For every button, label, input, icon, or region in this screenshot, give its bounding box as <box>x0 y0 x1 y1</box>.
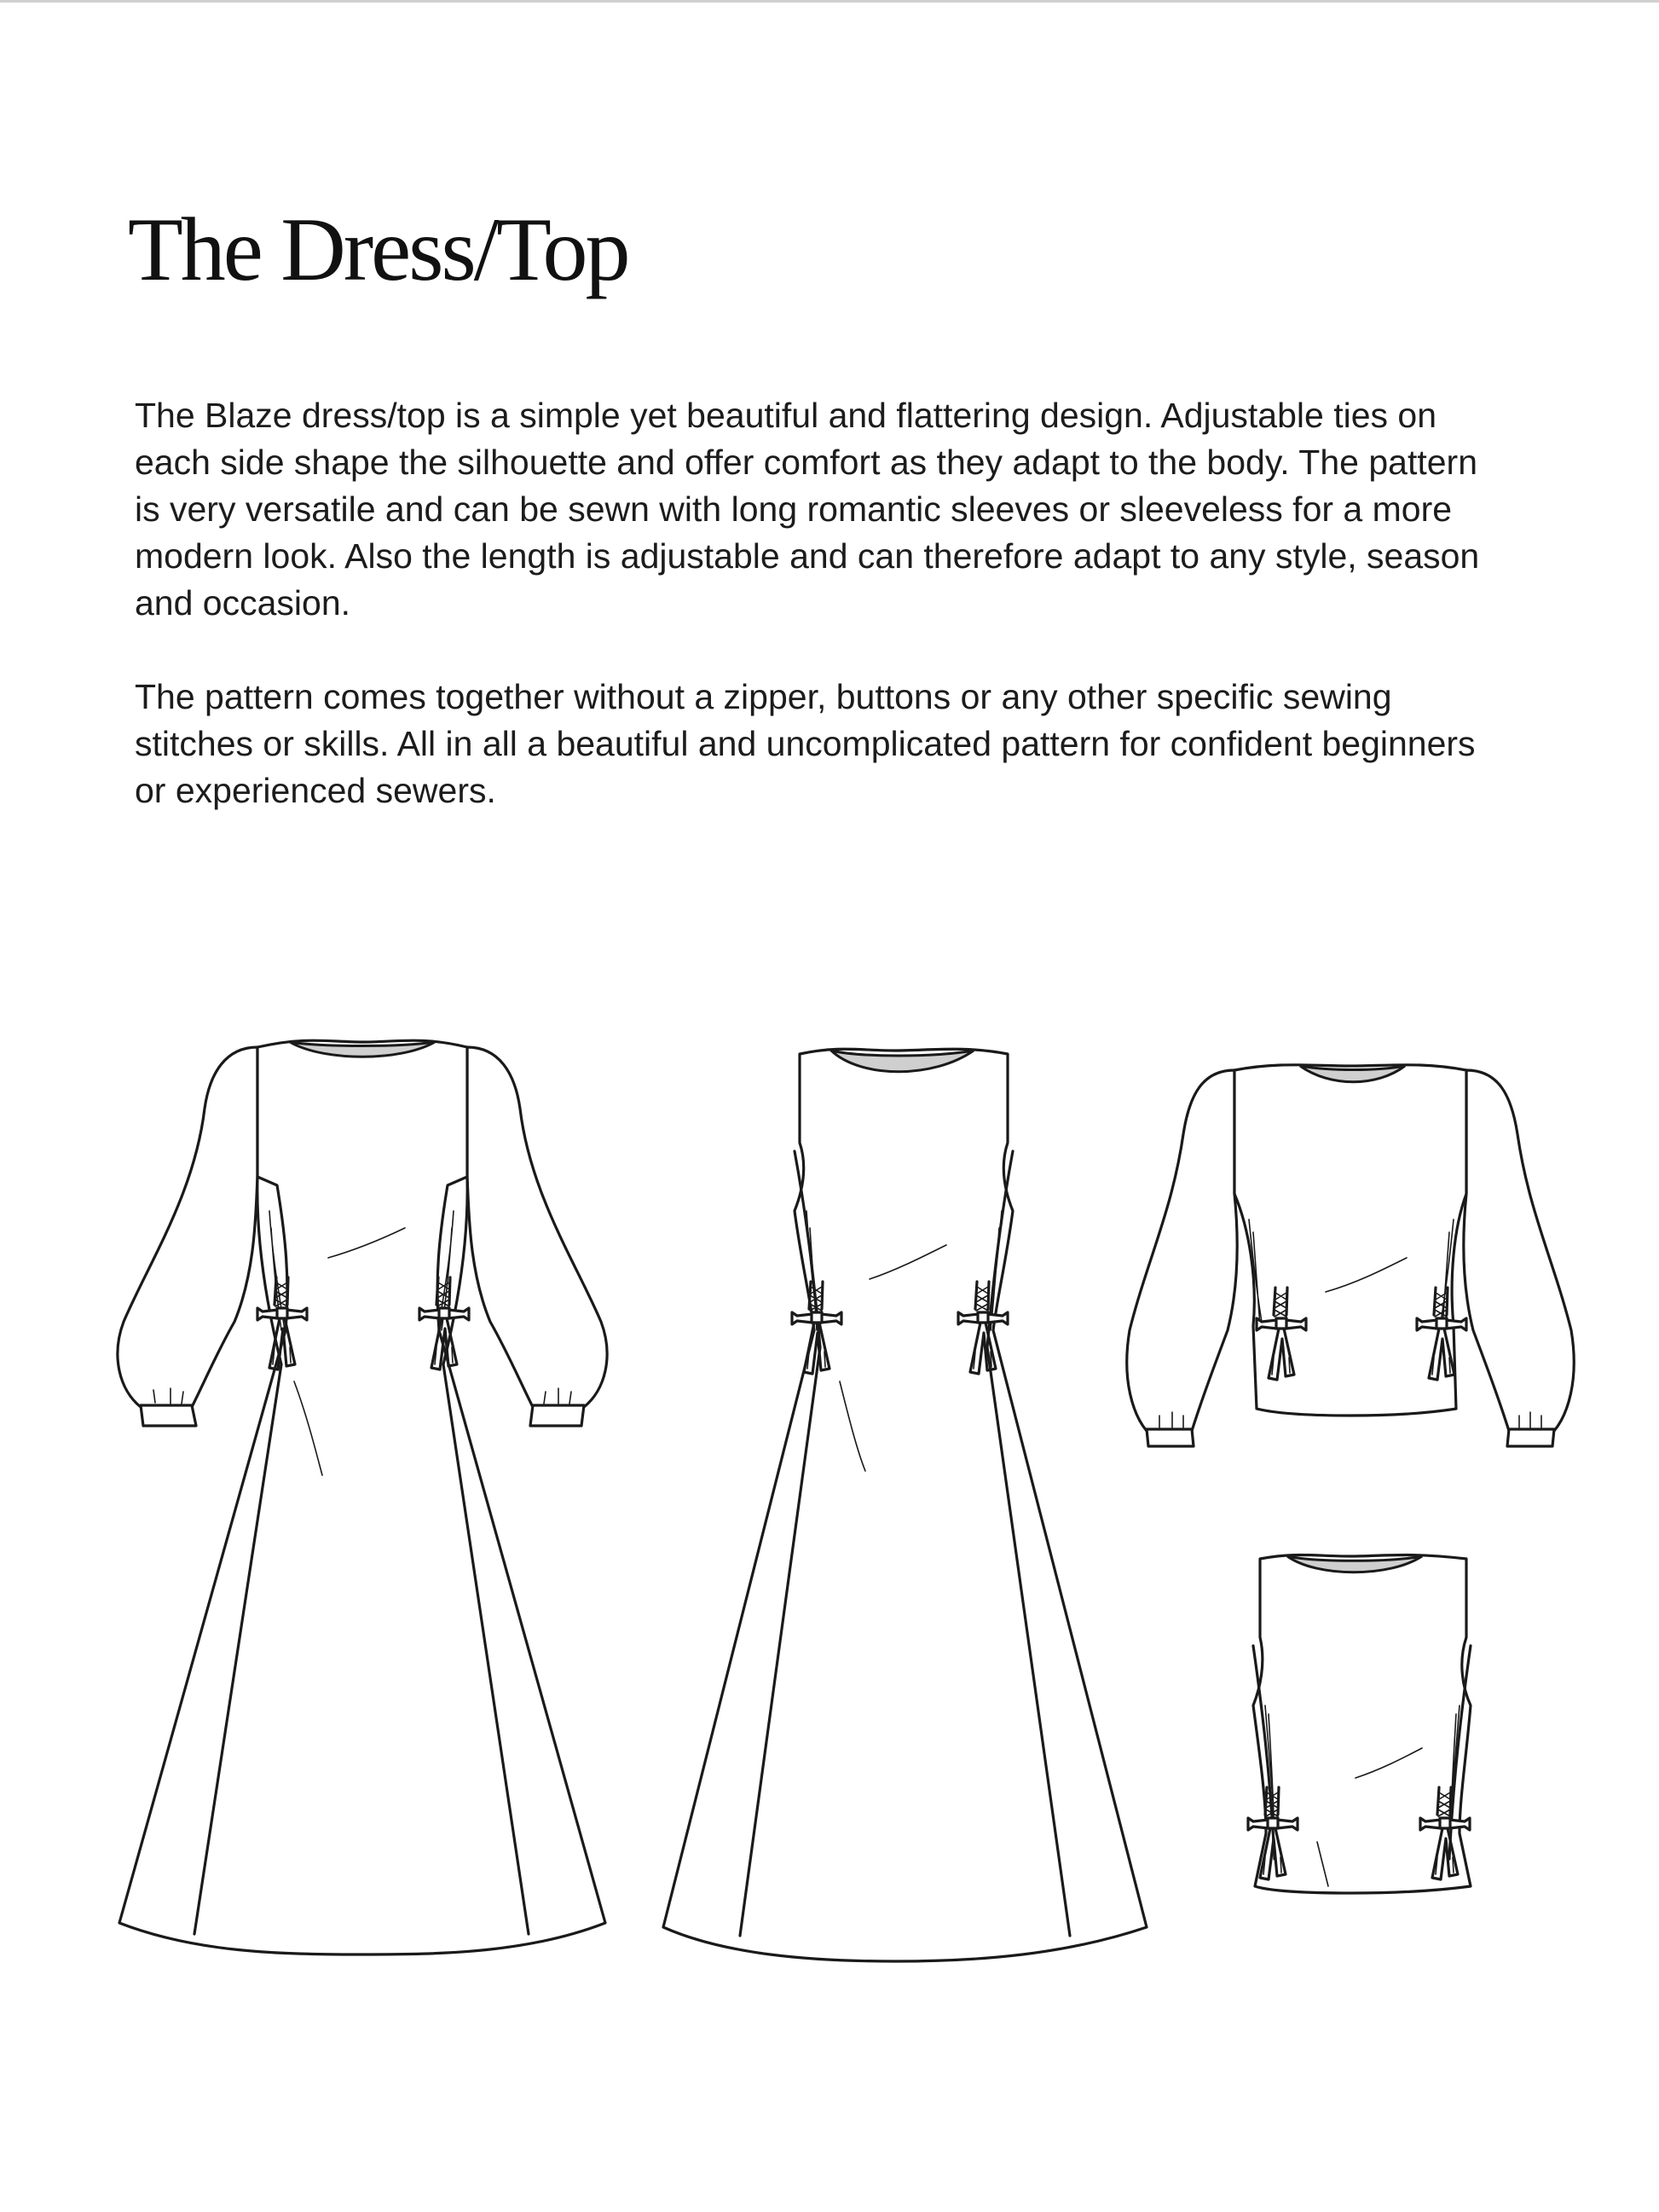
page-title: The Dress/Top <box>128 200 628 299</box>
intro-paragraph-2: The pattern comes together without a zipper, buttons or any other specific sewing stitches or skills. All in all a beautiful and uncomplicated pattern for confident beginners or experienced sewers. <box>135 677 1476 810</box>
dress-sleeveless-sketch <box>663 1049 1147 1961</box>
top-sleeveless-sketch <box>1248 1555 1471 1893</box>
top-long-sleeve-sketch <box>1127 1065 1574 1446</box>
intro-paragraph-1: The Blaze dress/top is a simple yet beautiful and flattering design. Adjustable ties on each side shape the silhouette and offer comfort as they adapt to the body. The pattern is very versatile and can be sewn with long romantic sleeves or sleeveless for a more modern look. Also the length is adjustable and can therefore adapt to any style, season and occasion. <box>135 396 1480 622</box>
dress-long-sleeve-sketch <box>118 1040 607 1954</box>
